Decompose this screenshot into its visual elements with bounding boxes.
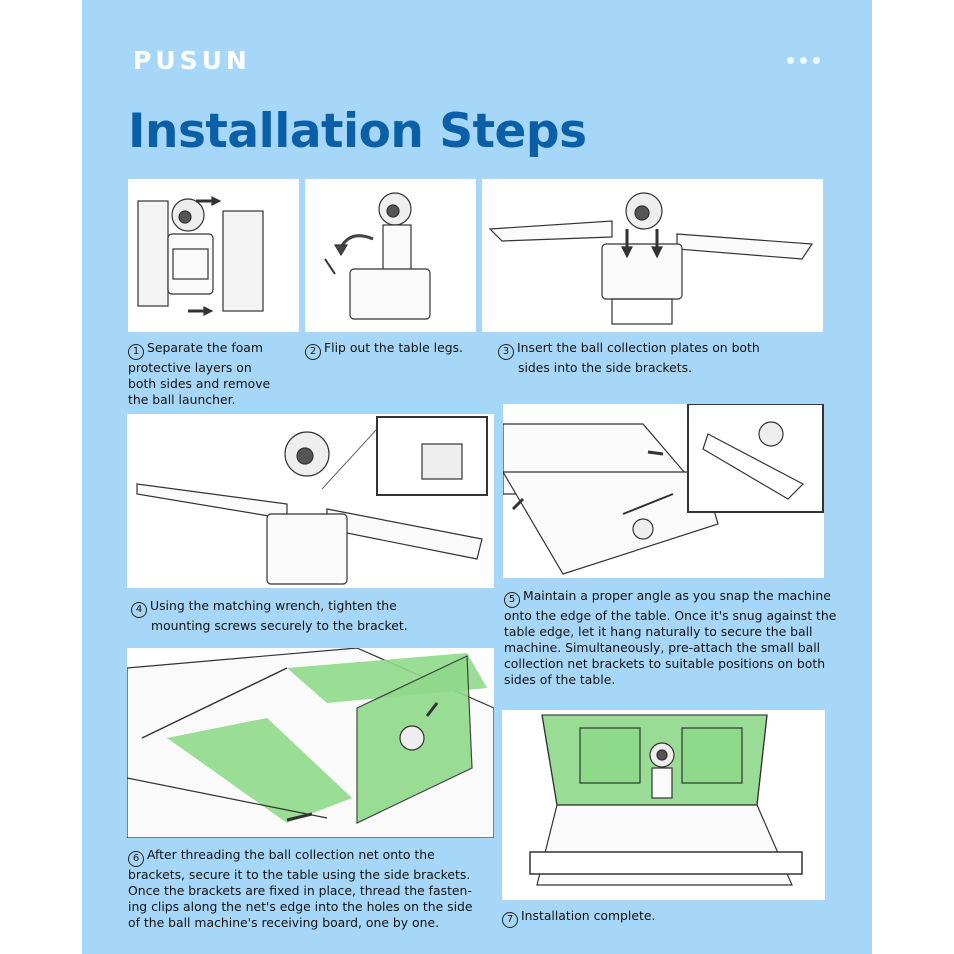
step-3-number: 3 [498, 344, 514, 360]
brand-logo: PUSUN [133, 46, 251, 75]
step-6-number: 6 [128, 851, 144, 867]
step-3-illustration [482, 179, 823, 332]
step-4-illustration [127, 414, 494, 588]
step-3-caption: 3 Insert the ball collection plates on both sides into the side brackets. [498, 340, 760, 376]
more-dots-icon [787, 57, 820, 64]
step-5-number: 5 [504, 592, 520, 608]
step-7-number: 7 [502, 912, 518, 928]
step-2-caption: 2 Flip out the table legs. [305, 340, 463, 360]
step-4-number: 4 [131, 602, 147, 618]
step-6-caption: 6 After threading the ball collection net onto the brackets, secure it to the table using the side brackets. Once the brackets are fixed in place, thread the fasten- ing clips along the net's edge into the holes on the side of the ball machine's receiving board, one by one. [128, 847, 473, 930]
step-7-caption: 7 Installation complete. [502, 908, 655, 928]
step-5-caption: 5 Maintain a proper angle as you snap the machine onto the edge of the table. Once it's snug against the table edge, let it hang naturally to secure the ball machine. Simultaneously, pre-attach the small ball collection net brackets to suitable positions on both sides of the table. [504, 588, 837, 687]
step-4-caption: 4 Using the matching wrench, tighten the mounting screws securely to the bracket. [131, 598, 408, 634]
step-2-illustration [305, 179, 476, 332]
page-title: Installation Steps [128, 104, 587, 159]
step-6-illustration [127, 648, 494, 838]
step-1-number: 1 [128, 344, 144, 360]
step-1-illustration [128, 179, 299, 332]
step-5-illustration [503, 404, 824, 578]
step-1-caption: 1 Separate the foam protective layers on both sides and remove the ball launcher. [128, 340, 271, 407]
step-7-illustration [502, 710, 825, 900]
step-2-number: 2 [305, 344, 321, 360]
